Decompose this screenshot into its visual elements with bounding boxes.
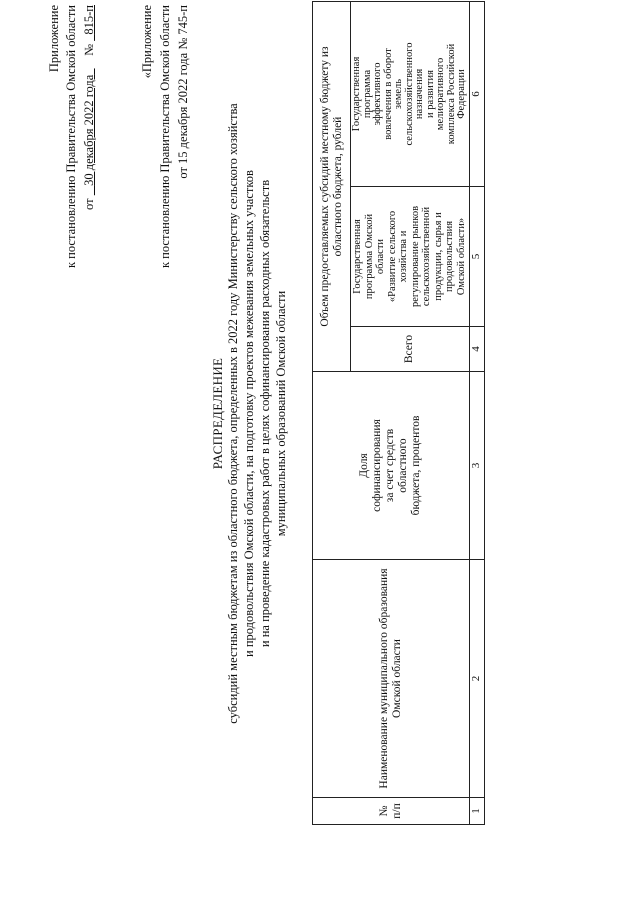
decree-date-line: [82, 5, 97, 405]
date-prefix: от: [82, 198, 96, 210]
header-col-program-agriculture: Государственная программа Омской области «Развитие сельского хозяйства и регулирование рынков сельскохозяйственной продукции, сырья и продовольствия Омской области»: [351, 187, 470, 327]
header-col-number: № п/п: [313, 798, 470, 825]
column-number-cell: 6: [469, 1, 484, 186]
header-col-cofinancing-share: Доля софинансирования за счет средств областного бюджета, процентов: [313, 372, 470, 560]
header-group-subsidy-volume: Объем предоставляемых субсидий местному бюджету из областного бюджета, рублей: [313, 1, 351, 371]
prev-decree-line: к постановлению Правительства Омской области: [158, 5, 172, 269]
subsidy-distribution-table: [312, 1, 485, 825]
column-number-cell: 5: [469, 187, 484, 327]
date-value: 30 декабря 2022 года: [82, 74, 96, 186]
header-col-program-land: Государственная программа эффективного вовлечения в оборот земель сельскохозяйственного назначения и развития мелиоративного комплекса Российской Федерации: [351, 1, 470, 186]
title-heading: РАСПРЕДЕЛЕНИЕ: [210, 357, 225, 470]
title-line-1: субсидий местным бюджетам из областного бюджета, определенных в 2022 году Министерству сельского хозяйства: [226, 103, 240, 724]
number-value: 815-п: [82, 5, 96, 35]
number-prefix: №: [82, 43, 96, 56]
prev-appendix-label: «Приложение: [140, 5, 154, 79]
column-number-row: [469, 1, 484, 824]
prev-date-line: от 15 декабря 2022 года № 745-п: [176, 5, 190, 179]
column-number-cell: 3: [469, 372, 484, 560]
title-line-2: и продовольствия Омской области, на подготовку проектов межевания земельных участков: [242, 170, 256, 657]
header-col-municipality: Наименование муниципального образования Омской области: [313, 560, 470, 798]
decree-line: к постановлению Правительства Омской области: [64, 5, 78, 269]
header-col-total: Всего: [351, 327, 470, 372]
column-number-cell: 2: [469, 560, 484, 798]
title-line-4: муниципальных образований Омской области: [274, 290, 288, 537]
table-header-row: [313, 1, 351, 824]
column-number-cell: 1: [469, 798, 484, 825]
column-number-cell: 4: [469, 327, 484, 372]
title-line-3: и на проведение кадастровых работ в целях софинансирования расходных обязательств: [258, 179, 272, 648]
appendix-label: Приложение: [47, 5, 61, 73]
